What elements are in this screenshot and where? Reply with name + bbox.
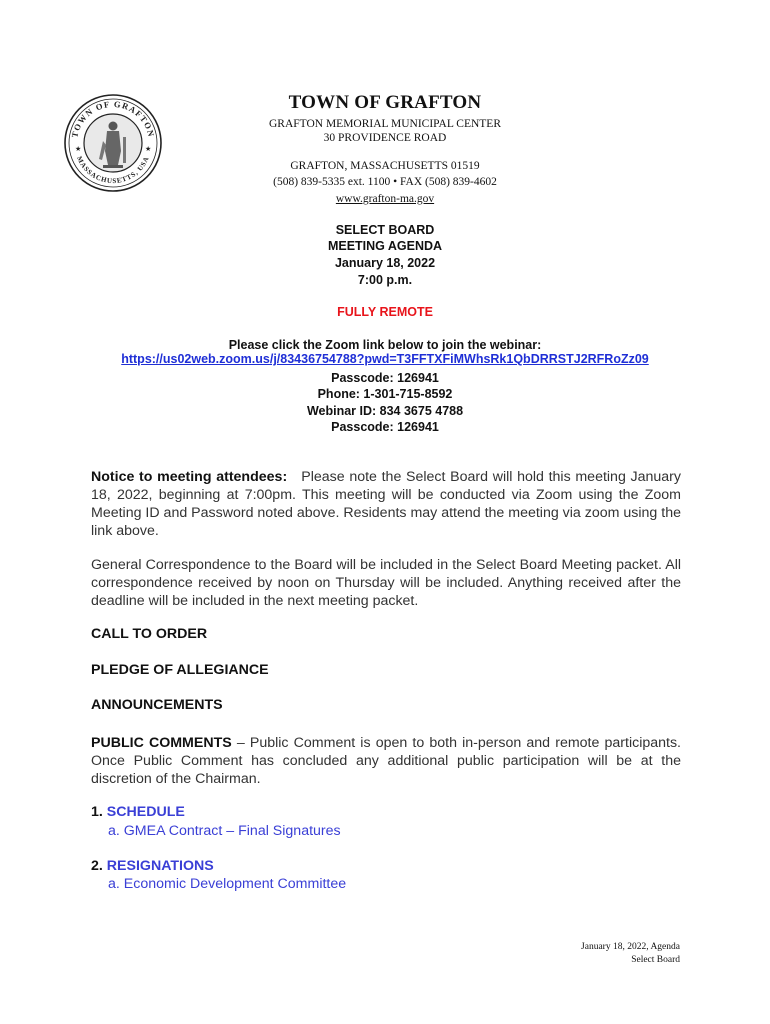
agenda-item-number: 1. bbox=[91, 804, 103, 820]
meeting-mode: FULLY REMOTE bbox=[337, 305, 433, 319]
notice-label: Notice to meeting attendees: bbox=[91, 469, 288, 485]
zoom-phone: Phone: 1-301-715-8592 bbox=[317, 387, 453, 401]
svg-text:TOWN OF GRAFTON: TOWN OF GRAFTON bbox=[69, 98, 157, 139]
town-name-heading: TOWN OF GRAFTON bbox=[288, 92, 482, 113]
section-announcements: ANNOUNCEMENTS bbox=[91, 697, 223, 713]
footer-line-1: January 18, 2022, Agenda bbox=[581, 942, 680, 952]
agenda-item-title[interactable]: RESIGNATIONS bbox=[106, 858, 214, 874]
footer-line-2: Select Board bbox=[631, 955, 680, 965]
meeting-date: January 18, 2022 bbox=[334, 256, 436, 270]
agenda-item-resignations bbox=[91, 858, 214, 874]
agenda-item-title[interactable]: SCHEDULE bbox=[106, 804, 185, 820]
section-pledge: PLEDGE OF ALLEGIANCE bbox=[91, 662, 269, 678]
zoom-passcode-2: Passcode: 126941 bbox=[331, 420, 439, 434]
public-comments-text: – Public Comment is open to both in-person and remote participants. Once Public Comment has concluded any additional public participation will be at the discretion of the Chairman. bbox=[91, 735, 682, 787]
agenda-subitem[interactable]: a. Economic Development Committee bbox=[108, 876, 347, 892]
svg-text:★: ★ bbox=[75, 146, 82, 153]
svg-text:★: ★ bbox=[145, 146, 152, 153]
phone-fax-line: (508) 839-5335 ext. 1100 • FAX (508) 839-4602 bbox=[273, 176, 497, 188]
public-comments-label: PUBLIC COMMENTS bbox=[91, 735, 232, 751]
document-type: MEETING AGENDA bbox=[327, 239, 443, 253]
website-link[interactable]: www.grafton-ma.gov bbox=[335, 193, 435, 205]
notice-paragraph bbox=[91, 468, 681, 540]
address-line-1: GRAFTON MEMORIAL MUNICIPAL CENTER bbox=[268, 118, 502, 130]
public-comments-paragraph bbox=[91, 734, 681, 788]
agenda-subitem[interactable]: a. GMEA Contract – Final Signatures bbox=[108, 823, 341, 839]
zoom-instruction: Please click the Zoom link below to join the webinar: bbox=[228, 338, 542, 352]
notice-text: Please note the Select Board will hold this meeting January 18, 2022, beginning at 7:00pm. This meeting will be conducted via Zoom using the Zoom Meeting ID and Password noted above. Residents may attend the meeting via zoom using the link above. bbox=[91, 469, 681, 539]
address-line-3: GRAFTON, MASSACHUSETTS 01519 bbox=[290, 160, 480, 172]
zoom-link[interactable]: https://us02web.zoom.us/j/83436754788?pwd=T3FFTXFiMWhsRk1QbDRRSTJ2RFRoZz09 bbox=[121, 352, 649, 366]
zoom-passcode-1: Passcode: 126941 bbox=[331, 371, 439, 385]
section-call-to-order: CALL TO ORDER bbox=[91, 626, 208, 642]
address-line-2: 30 PROVIDENCE ROAD bbox=[323, 132, 447, 144]
agenda-item-schedule bbox=[91, 804, 185, 820]
general-correspondence-paragraph: General Correspondence to the Board will be included in the Select Board Meeting packet. All correspondence received by noon on Thursday will be included. Anything received after the deadline will be included in the next meeting packet. bbox=[91, 557, 681, 609]
meeting-time: 7:00 p.m. bbox=[357, 273, 413, 287]
svg-text:MASSACHUSETTS, USA: MASSACHUSETTS, USA bbox=[75, 154, 151, 186]
agenda-item-number: 2. bbox=[91, 858, 103, 874]
board-name: SELECT BOARD bbox=[335, 223, 435, 237]
zoom-webinar-id: Webinar ID: 834 3675 4788 bbox=[306, 404, 464, 418]
